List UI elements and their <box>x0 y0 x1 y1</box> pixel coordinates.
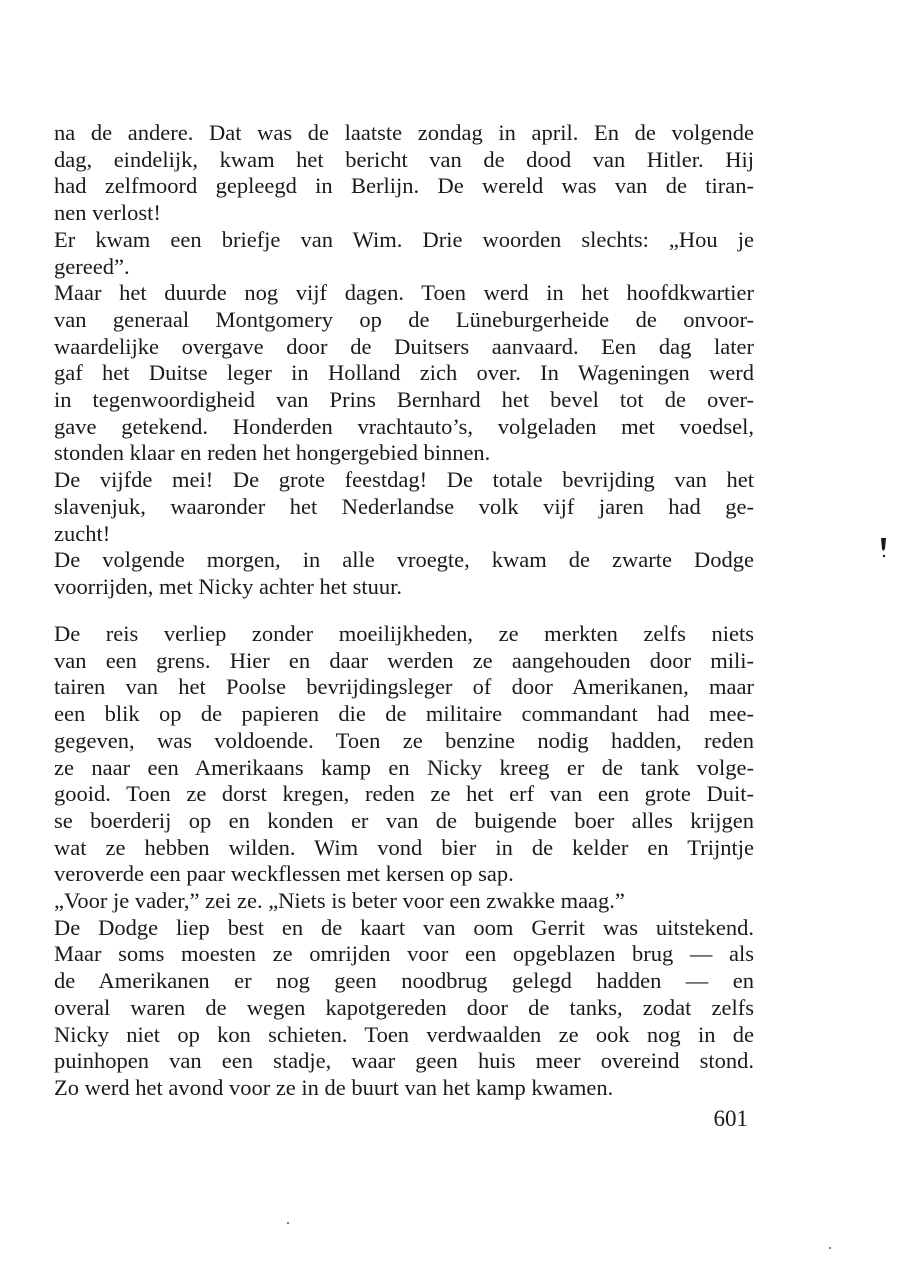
text-line: waardelijke overgave door de Duitsers aanvaard. Een dag later <box>54 333 754 359</box>
text-section-after-break <box>54 621 754 1102</box>
text-line: van een grens. Hier en daar werden ze aangehouden door mili- <box>54 647 754 673</box>
paragraph <box>54 547 754 600</box>
paragraph <box>54 915 754 1102</box>
text-line: gave getekend. Honderden vrachtauto’s, volgeladen met voedsel, <box>54 413 754 439</box>
paragraph <box>54 467 754 547</box>
paragraph <box>54 621 754 888</box>
text-line: slavenjuk, waaronder het Nederlandse volk vijf jaren had ge- <box>54 493 754 519</box>
page-number: 601 <box>713 1106 748 1131</box>
text-line: puinhopen van een stadje, waar geen huis meer overeind stond. <box>54 1048 754 1074</box>
text-line: gaf het Duitse leger in Holland zich over. In Wageningen werd <box>54 360 754 386</box>
text-line: se boerderij op en konden er van de buigende boer alles krijgen <box>54 807 754 833</box>
text-line: de Amerikanen er nog geen noodbrug gelegd hadden — en <box>54 968 754 994</box>
text-line: Zo werd het avond voor ze in de buurt van het kamp kwamen. <box>54 1074 614 1100</box>
text-line: De volgende morgen, in alle vroegte, kwam de zwarte Dodge <box>54 547 754 573</box>
scan-speck <box>829 1247 831 1249</box>
text-line: had zelfmoord gepleegd in Berlijn. De wereld was van de tiran- <box>54 173 754 199</box>
text-line: zucht! <box>54 520 111 546</box>
text-line: Er kwam een briefje van Wim. Drie woorden slechts: „Hou je <box>54 226 754 252</box>
paragraph <box>54 120 754 227</box>
text-line: dag, eindelijk, kwam het bericht van de dood van Hitler. Hij <box>54 146 754 172</box>
text-line: overal waren de wegen kapotgereden door de tanks, zodat zelfs <box>54 994 754 1020</box>
text-section-before-break <box>54 120 754 601</box>
text-line: gegeven, was voldoende. Toen ze benzine nodig hadden, reden <box>54 727 754 753</box>
text-line: ze naar een Amerikaans kamp en Nicky kreeg er de tank volge- <box>54 754 754 780</box>
text-line: De Dodge liep best en de kaart van oom Gerrit was uitstekend. <box>54 914 754 940</box>
paragraph <box>54 280 754 467</box>
scan-speck <box>287 1222 289 1224</box>
text-line: voorrijden, met Nicky achter het stuur. <box>54 573 403 599</box>
text-line: van generaal Montgomery op de Lüneburgerheide de onvoor- <box>54 306 754 332</box>
text-line: Nicky niet op kon schieten. Toen verdwaalden ze ook nog in de <box>54 1021 754 1047</box>
paragraph <box>54 227 754 280</box>
text-line: Maar het duurde nog vijf dagen. Toen werd in het hoofdkwartier <box>54 280 754 306</box>
scan-margin-mark-icon <box>878 537 888 559</box>
text-line: stonden klaar en reden het hongergebied binnen. <box>54 440 491 466</box>
text-line: gereed”. <box>54 253 130 279</box>
text-line: na de andere. Dat was de laatste zondag in april. En de volgende <box>54 120 754 145</box>
text-line: veroverde een paar weckflessen met kersen op sap. <box>54 861 514 887</box>
text-line: in tegenwoordigheid van Prins Bernhard het bevel tot de over- <box>54 387 754 413</box>
text-line: Maar soms moesten ze omrijden voor een opgeblazen brug — als <box>54 941 754 967</box>
text-line: nen verlost! <box>54 200 161 226</box>
text-line: wat ze hebben wilden. Wim vond bier in de kelder en Trijntje <box>54 834 754 860</box>
text-line: De reis verliep zonder moeilijkheden, ze merkten zelfs niets <box>54 621 754 646</box>
text-line: „Voor je vader,” zei ze. „Niets is beter voor een zwakke maag.” <box>54 888 625 914</box>
text-line: De vijfde mei! De grote feestdag! De totale bevrijding van het <box>54 467 754 493</box>
text-line: een blik op de papieren die de militaire commandant had mee- <box>54 701 754 727</box>
text-line: tairen van het Poolse bevrijdingsleger of door Amerikanen, maar <box>54 674 754 700</box>
text-line: gooid. Toen ze dorst kregen, reden ze het erf van een grote Duit- <box>54 781 754 807</box>
paragraph <box>54 888 754 915</box>
